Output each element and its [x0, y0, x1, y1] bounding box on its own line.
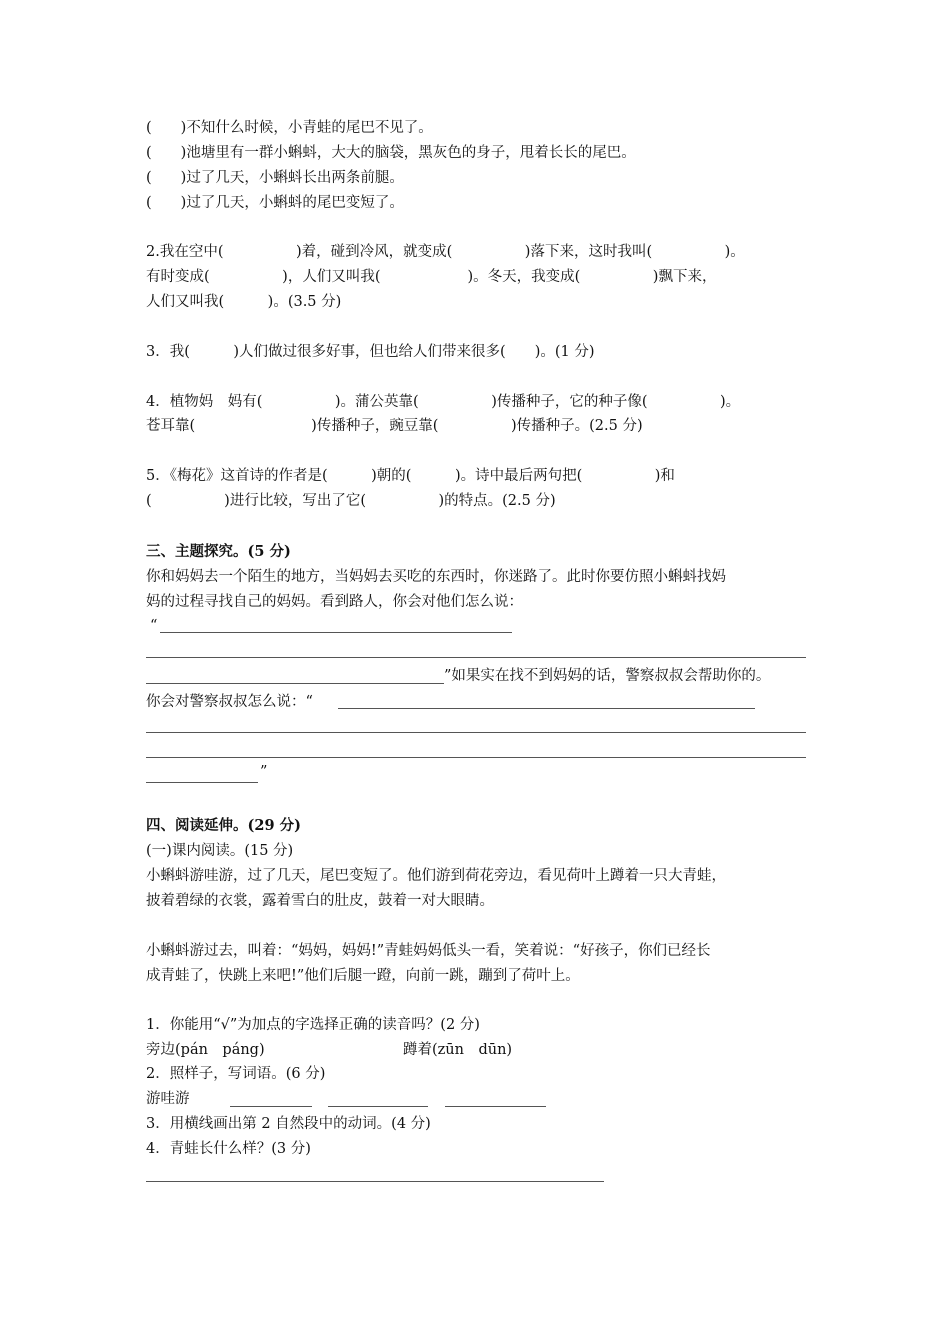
- reading-q2: 2．照样子，写词语。(6 分): [146, 1066, 326, 1082]
- section3-text: 你和妈妈去一个陌生的地方，当妈妈去买吃的东西时，你迷路了。此时你要仿照小蝌蚪找妈: [146, 569, 726, 585]
- reading-paragraph: 成青蛙了，快跳上来吧!”他们后腿一蹬，向前一跳，蹦到了荷叶上。: [146, 968, 580, 984]
- q2-line: 有时变成( )，人们又叫我( )。冬天，我变成( )飘下来，: [146, 269, 717, 285]
- q5-line: ( )进行比较，写出了它( )的特点。(2.5 分): [146, 493, 556, 509]
- section3-text: 妈的过程寻找自己的妈妈。看到路人，你会对他们怎么说：: [146, 594, 523, 610]
- answer-line[interactable]: [146, 657, 806, 658]
- word-answer-line[interactable]: [328, 1106, 428, 1107]
- reading-q3: 3．用横线画出第 2 自然段中的动词。(4 分): [146, 1116, 431, 1132]
- answer-line[interactable]: [338, 708, 755, 709]
- q4-line: 苍耳靠( )传播种子，豌豆靠( )传播种子。(2.5 分): [146, 418, 643, 434]
- answer-line[interactable]: [146, 782, 258, 783]
- q2-line: 人们又叫我( )。(3.5 分): [146, 294, 342, 310]
- reading-paragraph: 小蝌蚪游哇游，过了几天，尾巴变短了。他们游到荷花旁边，看见荷叶上蹲着一只大青蛙，: [146, 868, 726, 884]
- section4-subtitle: (一)课内阅读。(15 分): [146, 843, 294, 859]
- reading-paragraph: 披着碧绿的衣裳，露着雪白的肚皮，鼓着一对大眼睛。: [146, 893, 494, 909]
- reading-q1-option-b[interactable]: 蹲着(zūn dūn): [403, 1042, 513, 1058]
- reading-paragraph: 小蝌蚪游过去，叫着：“妈妈，妈妈!”青蛙妈妈低头一看，笑着说：“好孩子，你们已经长: [146, 943, 711, 959]
- section3-after-text: ”如果实在找不到妈妈的话，警察叔叔会帮助你的。: [444, 668, 771, 684]
- order-line: ( )池塘里有一群小蝌蚪，大大的脑袋，黑灰色的身子，甩着长长的尾巴。: [146, 145, 636, 161]
- answer-line[interactable]: [146, 757, 806, 758]
- word-answer-line[interactable]: [230, 1106, 312, 1107]
- reading-q1: 1．你能用“√”为加点的字选择正确的读音吗？(2 分): [146, 1017, 480, 1033]
- order-line: ( )过了几天，小蝌蚪长出两条前腿。: [146, 170, 404, 186]
- order-line: ( )过了几天，小蝌蚪的尾巴变短了。: [146, 195, 404, 211]
- open-quote: “: [150, 618, 158, 634]
- q2-line: 2.我在空中( )着，碰到冷风，就变成( )落下来，这时我叫( )。: [146, 244, 745, 260]
- reading-q4: 4．青蛙长什么样？(3 分): [146, 1141, 311, 1157]
- police-prompt: 你会对警察叔叔怎么说：“: [146, 694, 313, 710]
- answer-line[interactable]: [146, 732, 806, 733]
- q3-line: 3．我( )人们做过很多好事，但也给人们带来很多( )。(1 分): [146, 344, 595, 360]
- q5-line: 5．《梅花》这首诗的作者是( )朝的( )。诗中最后两句把( )和: [146, 468, 675, 484]
- section3-title: 三、主题探究。(5 分): [146, 543, 291, 560]
- order-line: ( )不知什么时候，小青蛙的尾巴不见了。: [146, 120, 433, 136]
- reading-q1-option-a[interactable]: 旁边(pán páng): [146, 1042, 265, 1058]
- answer-line[interactable]: [160, 632, 512, 633]
- close-quote: ”: [260, 764, 268, 780]
- word-answer-line[interactable]: [445, 1106, 546, 1107]
- q4-line: 4．植物妈 妈有( )。蒲公英靠( )传播种子，它的种子像( )。: [146, 394, 741, 410]
- answer-line[interactable]: [146, 683, 444, 684]
- reading-q2-example: 游哇游: [146, 1091, 190, 1107]
- section4-title: 四、阅读延伸。(29 分): [146, 817, 301, 834]
- answer-line[interactable]: [146, 1181, 604, 1182]
